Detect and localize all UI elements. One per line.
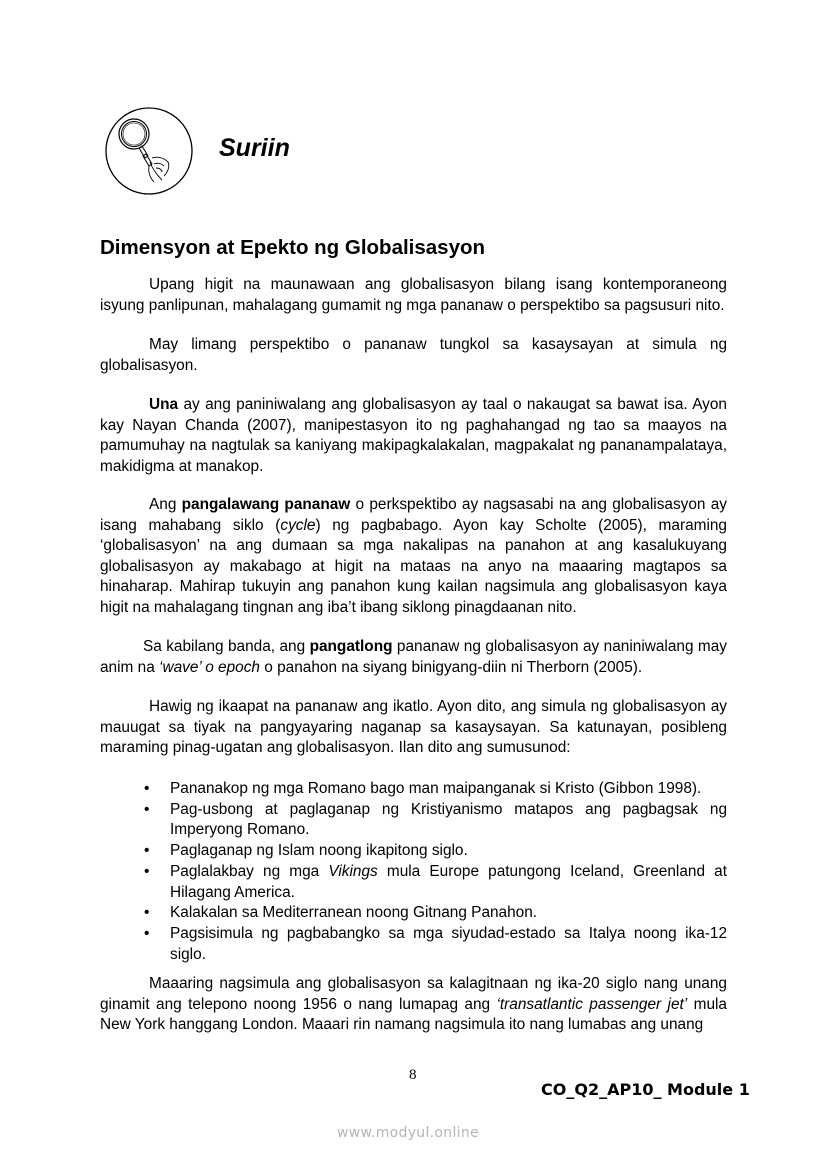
magnifying-glass-in-hand-icon (104, 106, 194, 196)
bullet-icon: • (144, 924, 150, 942)
page-number: 8 (409, 1067, 417, 1083)
first-view-label: Una (149, 396, 179, 413)
page-heading: Dimensyon at Epekto ng Globalisasyon (100, 236, 486, 259)
watermark: www.modyul.online (337, 1125, 479, 1141)
bullet-icon: • (144, 800, 150, 818)
paragraph-perspectives: May limang perspektibo o pananaw tungkol sa kasaysayan at simula ng globalisasyon. (100, 336, 727, 374)
bullet-icon: • (144, 904, 150, 922)
third-view-label: pangatlong (309, 638, 393, 655)
bullet-icon: • (144, 862, 150, 880)
paragraph-twentieth-century: Maaaring nagsimula ang globalisasyon sa kalagitnaan ng ika-20 siglo nang unang ginamit ang telepono noong 1956 o nang lumapag ang ‘transatlantic passenger jet’ mula New York hanggang London. Maaari rin namang nagsimula ito nang lumabas ang unang (100, 975, 727, 1033)
list-item: • Pananakop ng mga Romano bago man maipanganak si Kristo (Gibbon 1998). (100, 779, 727, 800)
list-item: • Paglaganap ng Islam noong ikapitong siglo. (100, 841, 727, 862)
paragraph-second-view: Ang pangalawang pananaw o perkspektibo ay nagsasabi na ang globalisasyon ay isang mahabang siklo (cycle) ng pagbabago. Ayon kay Scholte (2005), maraming ‘globalisasyon’ na ang dumaan sa mga nakalipas na panahon at ang kasalukuyang globalisasyon ay makabago at higit na mataas na anyo na maaaring magtapos sa hinaharap. Mahirap tukuyin ang panahon kung kailan nagsimula ang globalisasyon kaya higit na mahalagang tingnan ang iba’t ibang siklong pinagdaanan nito. (100, 496, 727, 616)
second-view-label: pangalawang pananaw (181, 496, 351, 513)
module-code: CO_Q2_AP10_ Module 1 (541, 1080, 750, 1099)
bullet-icon: • (144, 780, 150, 797)
list-item: • Kalakalan sa Mediterranean noong Gitnang Panahon. (100, 903, 727, 924)
list-item: • Paglalakbay ng mga Vikings mula Europe patungong Iceland, Greenland at Hilagang America. (144, 862, 727, 901)
paragraph-fourth-view: Hawig ng ikaapat na pananaw ang ikatlo. Ayon dito, ang simula ng globalisasyon ay mauugat sa tiyak na pangyayaring naganap sa kasaysayan. Sa katunayan, posibleng maraming pinag-ugatan ang globalisasyon. Ilan dito ang sumusunod: (100, 698, 727, 756)
section-title: Suriin (219, 134, 290, 162)
paragraph-first-view: Una ay ang paniniwalang ang globalisasyon ay taal o nakaugat sa bawat isa. Ayon kay Nayan Chanda (2007), manipestasyon ito ng paghahangad ng tao sa maayos na pamumuhay na nagtulak sa kaniyang makipagkalakalan, magpakalat ng pananampalataya, makidigma at manakop. (100, 396, 727, 475)
bullet-icon: • (144, 842, 150, 860)
origins-list (100, 779, 727, 965)
list-item: • Pag-usbong at paglaganap ng Kristiyanismo matapos ang pagbagsak ng Imperyong Romano. (144, 800, 727, 839)
list-item: • Pagsisimula ng pagbabangko sa mga siyudad-estado sa Italya noong ika-12 siglo. (144, 924, 727, 963)
paragraph-third-view: Sa kabilang banda, ang pangatlong pananaw ng globalisasyon ay naniniwalang may anim na ‘wave’ o epoch o panahon na siyang binigyang-diin ni Therborn (2005). (100, 638, 728, 676)
paragraph-intro: Upang higit na maunawaan ang globalisasyon bilang isang kontemporaneong isyung panlipunan, mahalagang gumamit ng mga pananaw o perspektibo sa pagsusuri nito. (100, 276, 727, 314)
